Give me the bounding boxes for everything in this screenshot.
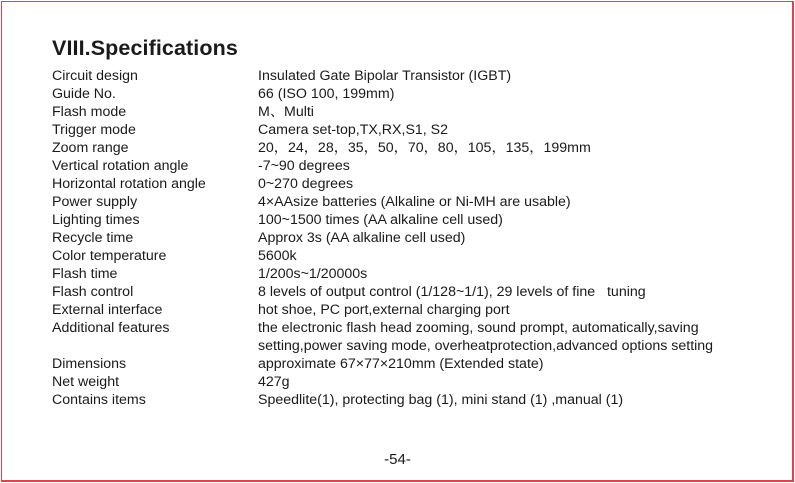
spec-row-dimensions — [52, 355, 782, 373]
spec-row-trigger-mode — [52, 121, 782, 139]
spec-row-external-interface — [52, 301, 782, 319]
spec-label: Zoom range — [52, 140, 129, 156]
spec-row-net-weight — [52, 373, 782, 391]
spec-value: 1/200s~1/20000s — [258, 266, 368, 282]
spec-value: hot shoe, PC port,external charging port — [258, 302, 510, 318]
spec-row-recycle-time — [52, 229, 782, 247]
spec-value: Insulated Gate Bipolar Transistor (IGBT) — [258, 68, 512, 84]
spec-value: M、Multi — [258, 104, 314, 120]
spec-label: Recycle time — [52, 230, 134, 246]
spec-value: 8 levels of output control (1/128~1/1), 29 levels of fine tuning — [258, 284, 646, 300]
spec-label: Horizontal rotation angle — [52, 176, 206, 192]
spec-row-zoom-range — [52, 139, 782, 157]
spec-row-horizontal-rotation — [52, 175, 782, 193]
spec-label: Additional features — [52, 320, 170, 336]
spec-value: 100~1500 times (AA alkaline cell used) — [258, 212, 503, 228]
page-title: VIII.Specifications — [52, 36, 238, 60]
spec-value: approximate 67×77×210mm (Extended state) — [258, 356, 544, 372]
spec-label: Color temperature — [52, 248, 167, 264]
spec-value: -7~90 degrees — [258, 158, 350, 174]
spec-value: 4×AAsize batteries (Alkaline or Ni-MH are usable) — [258, 194, 571, 210]
spec-table — [52, 67, 782, 409]
spec-label: Lighting times — [52, 212, 140, 228]
spec-label: Power supply — [52, 194, 138, 210]
spec-row-flash-control — [52, 283, 782, 301]
spec-label: Dimensions — [52, 356, 127, 372]
spec-label: Guide No. — [52, 86, 116, 102]
spec-row-additional-features — [52, 319, 782, 355]
spec-label: Net weight — [52, 374, 120, 390]
spec-label: Trigger mode — [52, 122, 136, 138]
spec-value: Camera set-top,TX,RX,S1, S2 — [258, 122, 449, 138]
spec-label: Circuit design — [52, 68, 138, 84]
page-number: -54- — [384, 451, 411, 468]
spec-row-circuit-design — [52, 67, 782, 85]
spec-value: 66 (ISO 100, 199mm) — [258, 86, 395, 102]
spec-row-lighting-times — [52, 211, 782, 229]
spec-label: Flash mode — [52, 104, 127, 120]
spec-label: Flash time — [52, 266, 118, 282]
spec-value: 20，24，28，35，50，70，80，105，135，199mm — [258, 140, 591, 156]
spec-label: Flash control — [52, 284, 134, 300]
spec-row-flash-mode — [52, 103, 782, 121]
spec-label: Vertical rotation angle — [52, 158, 189, 174]
spec-value: 0~270 degrees — [258, 176, 354, 192]
spec-label: Contains items — [52, 392, 146, 408]
spec-value: Speedlite(1), protecting bag (1), mini stand (1) ,manual (1) — [258, 392, 624, 408]
spec-row-color-temperature — [52, 247, 782, 265]
spec-row-vertical-rotation — [52, 157, 782, 175]
spec-row-power-supply — [52, 193, 782, 211]
spec-value: 5600k — [258, 248, 297, 264]
spec-value: 427g — [258, 374, 290, 390]
spec-label: External interface — [52, 302, 163, 318]
spec-value: Approx 3s (AA alkaline cell used) — [258, 230, 466, 246]
spec-row-contains-items — [52, 391, 782, 409]
spec-value: the electronic flash head zooming, sound prompt, automatically,saving setting,power saving mode, overheatprotection,advanced options setting — [258, 320, 714, 354]
spec-row-guide-no — [52, 85, 782, 103]
spec-row-flash-time — [52, 265, 782, 283]
